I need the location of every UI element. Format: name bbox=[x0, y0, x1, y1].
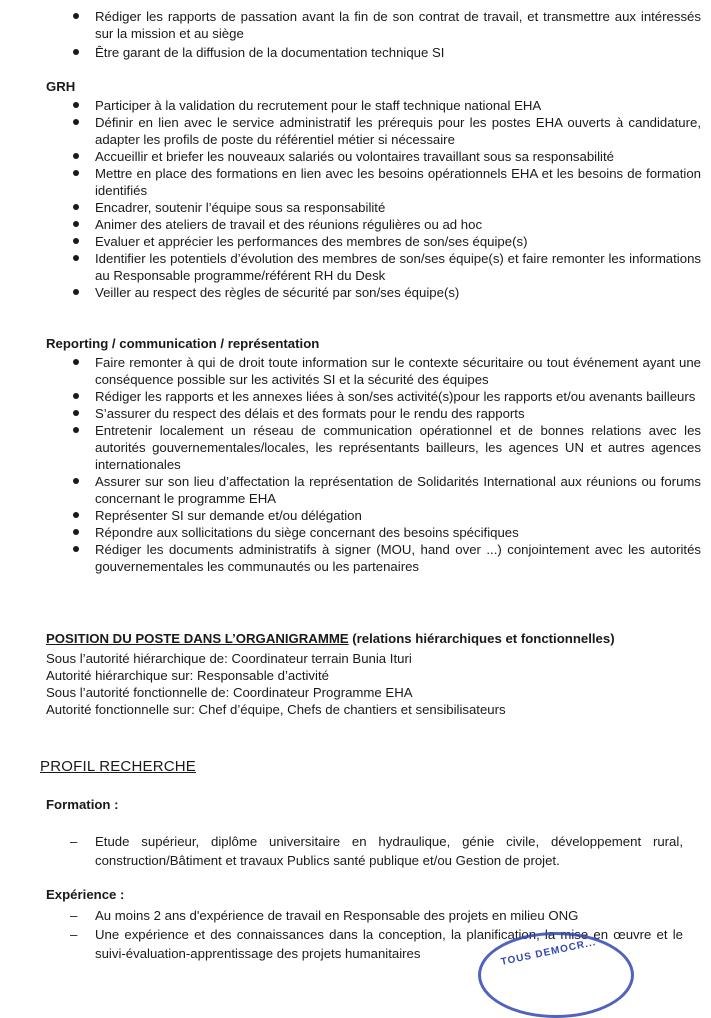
organigramme-line: Autorité hiérarchique sur: Responsable d’activité bbox=[46, 668, 329, 683]
list-item: Entretenir localement un réseau de communication opérationnel et de bonnes relations avec les autorités gouvernementales/locales, les représentants bailleurs, les agences UN et autres agences internationales bbox=[0, 422, 711, 473]
list-item: Assurer sur son lieu d’affectation la représentation de Solidarités International aux réunions ou forums concernant le programme EHA bbox=[0, 473, 711, 507]
organigramme-line: Sous l’autorité fonctionnelle de: Coordinateur Programme EHA bbox=[46, 685, 413, 700]
reporting-list bbox=[0, 354, 711, 575]
list-item: Encadrer, soutenir l’équipe sous sa responsabilité bbox=[0, 199, 711, 216]
list-item: Identifier les potentiels d’évolution des membres de son/ses équipe(s) et faire remonter les informations au Responsable programme/référent RH du Desk bbox=[0, 250, 711, 284]
list-item: Evaluer et apprécier les performances des membres de son/ses équipe(s) bbox=[0, 233, 711, 250]
organigramme-title-rest: (relations hiérarchiques et fonctionnelles) bbox=[348, 631, 615, 646]
grh-heading: GRH bbox=[46, 79, 76, 94]
list-item: Mettre en place des formations en lien avec les besoins opérationnels EHA et les besoins de formation identifiés bbox=[0, 165, 711, 199]
list-item: Représenter SI sur demande et/ou délégation bbox=[0, 507, 711, 524]
top-list bbox=[0, 8, 711, 61]
list-item: Animer des ateliers de travail et des réunions régulières ou ad hoc bbox=[0, 216, 711, 233]
grh-list bbox=[0, 97, 711, 301]
reporting-heading: Reporting / communication / représentation bbox=[46, 336, 320, 351]
list-item: Veiller au respect des règles de sécurité par son/ses équipe(s) bbox=[0, 284, 711, 301]
list-item: Faire remonter à qui de droit toute information sur le contexte sécuritaire ou tout événement ayant une conséquence possible sur les activités SI et la sécurité des équipes bbox=[0, 354, 711, 388]
list-item: S’assurer du respect des délais et des formats pour le rendu des rapports bbox=[0, 405, 711, 422]
list-item: Participer à la validation du recrutement pour le staff technique national EHA bbox=[0, 97, 711, 114]
experience-label: Expérience : bbox=[46, 887, 125, 902]
list-item: – Au moins 2 ans d'expérience de travail en Responsable des projets en milieu ONG bbox=[0, 906, 711, 925]
organigramme-line: Sous l’autorité hiérarchique de: Coordinateur terrain Bunia Ituri bbox=[46, 651, 412, 666]
reporting-block bbox=[0, 354, 711, 575]
grh-block bbox=[0, 97, 711, 301]
formation-label: Formation : bbox=[46, 797, 119, 812]
formation-list bbox=[0, 832, 711, 870]
organigramme-lines bbox=[46, 650, 506, 718]
organigramme-line: Autorité fonctionnelle sur: Chef d’équipe, Chefs de chantiers et sensibilisateurs bbox=[46, 702, 506, 717]
list-item: Définir en lien avec le service administratif les prérequis pour les postes EHA ouverts à candidature, adapter les profils de poste du référentiel métier si nécessaire bbox=[0, 114, 711, 148]
profil-heading: PROFIL RECHERCHE bbox=[40, 758, 196, 775]
organigramme-title-underlined: POSITION DU POSTE DANS L’ORGANIGRAMME bbox=[46, 631, 349, 646]
list-item: Rédiger les documents administratifs à signer (MOU, hand over ...) conjointement avec les autorités gouvernementales les communautés ou les partenaires bbox=[0, 541, 711, 575]
list-item: Accueillir et briefer les nouveaux salariés ou volontaires travaillant sous sa responsabilité bbox=[0, 148, 711, 165]
list-item: Rédiger les rapports de passation avant la fin de son contrat de travail, et transmettre aux intéressés sur la mission et au siège bbox=[0, 8, 711, 42]
stamp-text: TOUS DEMOCR... bbox=[499, 937, 598, 968]
list-item: Être garant de la diffusion de la documentation technique SI bbox=[0, 44, 711, 61]
list-item: Répondre aux sollicitations du siège concernant des besoins spécifiques bbox=[0, 524, 711, 541]
list-item: – Etude supérieur, diplôme universitaire en hydraulique, génie civile, développement rural, construction/Bâtiment et travaux Publics santé publique et/ou Gestion de projet. bbox=[0, 832, 711, 870]
top-list-block bbox=[0, 8, 711, 61]
organigramme-heading bbox=[46, 630, 615, 647]
list-item: – Une expérience et des connaissances dans la conception, la planification, la mise en œuvre et le suivi-évaluation-apprentissage des projets humanitaires bbox=[0, 925, 711, 963]
list-item: Rédiger les rapports et les annexes liées à son/ses activité(s)pour les rapports et/ou avenants bailleurs bbox=[0, 388, 711, 405]
formation-block bbox=[0, 832, 711, 870]
